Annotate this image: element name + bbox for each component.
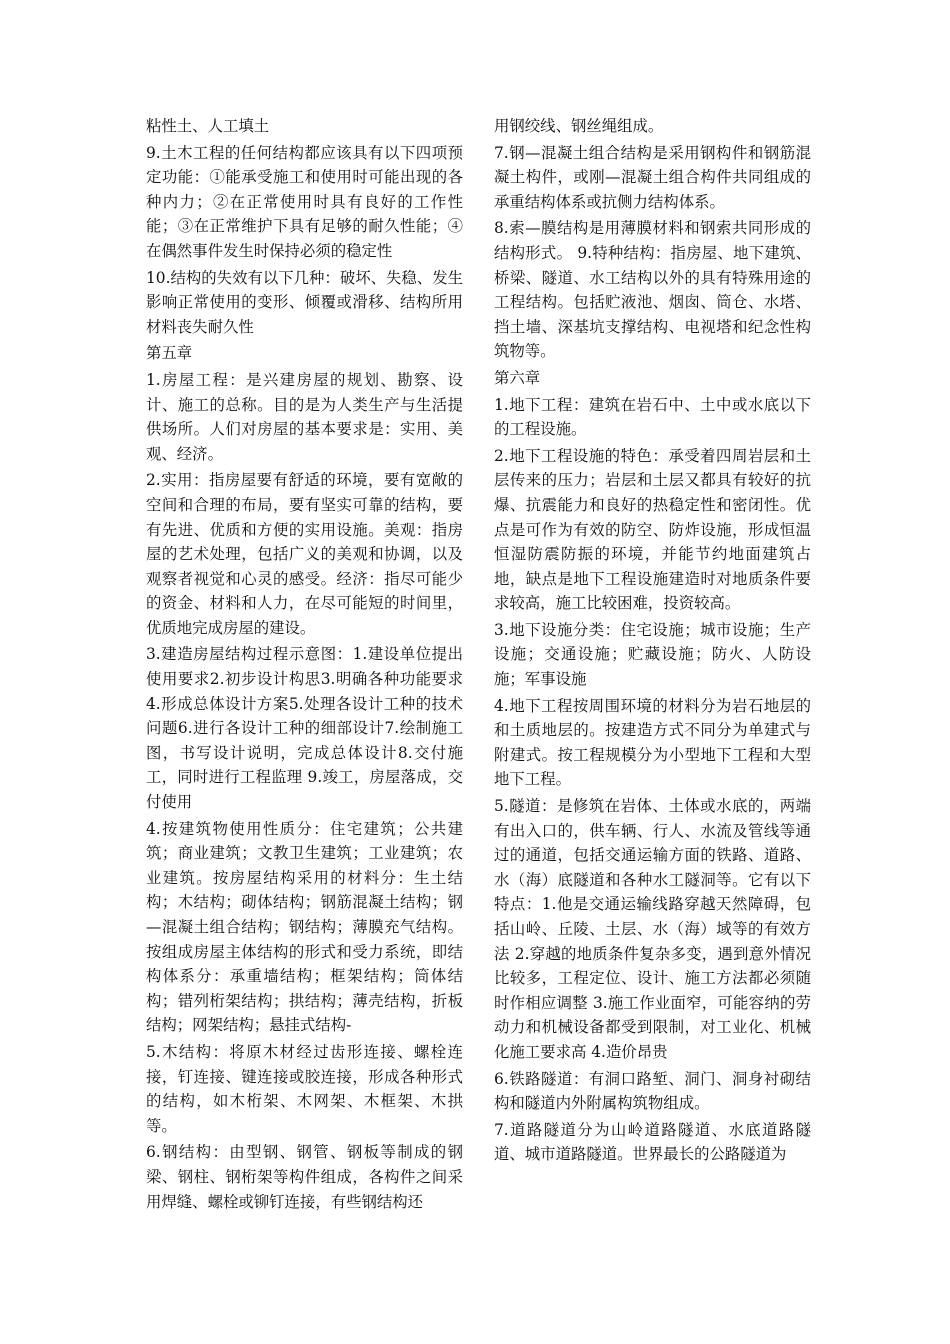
paragraph: 5.木结构：将原木材经过齿形连接、螺栓连接，钉连接、键连接或胶连接，形成各种形式的结构，如木桁架、木网架、木框架、木拱等。 bbox=[146, 1042, 463, 1135]
paragraph: 6.铁路隧道：有洞口路堑、洞门、洞身衬砌结构和隧道内外附属构筑物组成。 bbox=[494, 1069, 811, 1113]
left-column bbox=[146, 114, 463, 1216]
paragraph: 10.结构的失效有以下几种：破坏、失稳、发生影响正常使用的变形、倾覆或滑移、结构所用材料丧失耐久性 bbox=[146, 268, 463, 336]
paragraph: 5.隧道：是修筑在岩体、土体或水底的，两端有出入口的，供车辆、行人、水流及管线等通过的通道，包括交通运输方面的铁路、道路、水（海）底隧道和各种水工隧洞等。它有以下特点：1.他是交通运输线路穿越天然障碍，包括山岭、丘陵、土层、水（海）域等的有效方法 2.穿越的地质条件复杂多变，遇到意外情况比较多，工程定位、设计、施工方法都必须随时作相应调整 3.施工作业面窄，可能容纳的劳动力和机械设备都受到限制，对工业化、机械化施工要求高 4.造价昂贵 bbox=[494, 797, 811, 1061]
paragraph: 1.房屋工程：是兴建房屋的规划、勘察、设计、施工的总称。目的是为人类生产与生活提供场所。人们对房屋的基本要求是：实用、美观、经济。 bbox=[146, 370, 463, 463]
paragraph: 7.钢—混凝土组合结构是采用钢构件和钢筋混凝土构件，或刚—混凝土组合构件共同组成的承重结构体系或抗侧力结构体系。 bbox=[494, 143, 811, 211]
paragraph: 用钢绞线、钢丝绳组成。 bbox=[494, 117, 664, 135]
paragraph: 2.实用：指房屋要有舒适的环境，要有宽敞的空间和合理的布局，要有坚实可靠的结构，要有先进、优质和方便的实用设施。美观：指房屋的艺术处理，包括广义的美观和协调，以及观察者视觉和心灵的感受。经济：指尽可能少的资金、材料和人力，在尽可能短的时间里，优质地完成房屋的建设。 bbox=[146, 471, 463, 637]
paragraph: 4.按建筑物使用性质分：住宅建筑；公共建筑；商业建筑；文教卫生建筑；工业建筑；农业建筑。按房屋结构采用的材料分：生土结构；木结构；砌体结构；钢筋混凝土结构；钢—混凝土组合结构；钢结构；薄膜充气结构。按组成房屋主体结构的形式和受力系统，即结构体系分：承重墙结构；框架结构；筒体结构；错列桁架结构；拱结构；薄壳结构，折板结构；网架结构；悬挂式结构- bbox=[146, 819, 463, 1035]
paragraph: 2.地下工程设施的特色：承受着四周岩层和土层传来的压力；岩层和土层又都具有较好的抗爆、抗震能力和良好的热稳定性和密闭性。优点是可作为有效的防空、防炸设施，形成恒温恒湿防震防振的环境，并能节约地面建筑占地，缺点是地下工程设施建造时对地质条件要求较高，施工比较困难，投资较高。 bbox=[494, 446, 811, 613]
paragraph: 1.地下工程：建筑在岩石中、土中或水底以下的工程设施。 bbox=[494, 395, 811, 439]
chapter-heading: 第六章 bbox=[494, 368, 541, 387]
paragraph: 7.道路隧道分为山岭道路隧道、水底道路隧道、城市道路隧道。世界最长的公路隧道为 bbox=[494, 1120, 811, 1164]
paragraph: 3.建造房屋结构过程示意图：1.建设单位提出使用要求2.初步设计构思3.明确各种功能要求4.形成总体设计方案5.处理各设计工种的技术问题6.进行各设计工种的细部设计7.绘制施工图，书写设计说明，完成总体设计8.交付施工，同时进行工程监理 9.竣工，房屋落成，交付使用 bbox=[146, 645, 463, 812]
right-column bbox=[494, 114, 811, 1169]
paragraph: 8.索—膜结构是用薄膜材料和钢索共同形成的结构形式。 9.特种结构：指房屋、地下建筑、桥梁、隧道、水工结构以外的具有特殊用途的工程结构。包括贮液池、烟囱、筒仓、水塔、挡土墙、深基坑支撑结构、电视塔和纪念性构筑物等。 bbox=[494, 219, 811, 361]
chapter-heading: 第五章 bbox=[146, 344, 193, 363]
paragraph: 4.地下工程按周围环境的材料分为岩石地层的和土质地层的。按建造方式不同分为单建式与附建式。按工程规模分为小型地下工程和大型地下工程。 bbox=[494, 696, 811, 789]
paragraph: 粘性土、人工填土 bbox=[146, 117, 270, 135]
paragraph: 6.钢结构：由型钢、钢管、钢板等制成的钢梁、钢柱、钢桁架等构件组成，各构件之间采用焊缝、螺栓或铆钉连接，有些钢结构还 bbox=[146, 1143, 463, 1211]
paragraph: 9.土木工程的任何结构都应该具有以下四项预定功能：①能承受施工和使用时可能出现的各种内力；②在正常使用时具有良好的工作性能；③在正常维护下具有足够的耐久性能；④在偶然事件发生时保持必须的稳定性 bbox=[146, 143, 463, 260]
paragraph: 3.地下设施分类：住宅设施；城市设施；生产设施；交通设施；贮藏设施；防火、人防设施；军事设施 bbox=[494, 620, 811, 689]
